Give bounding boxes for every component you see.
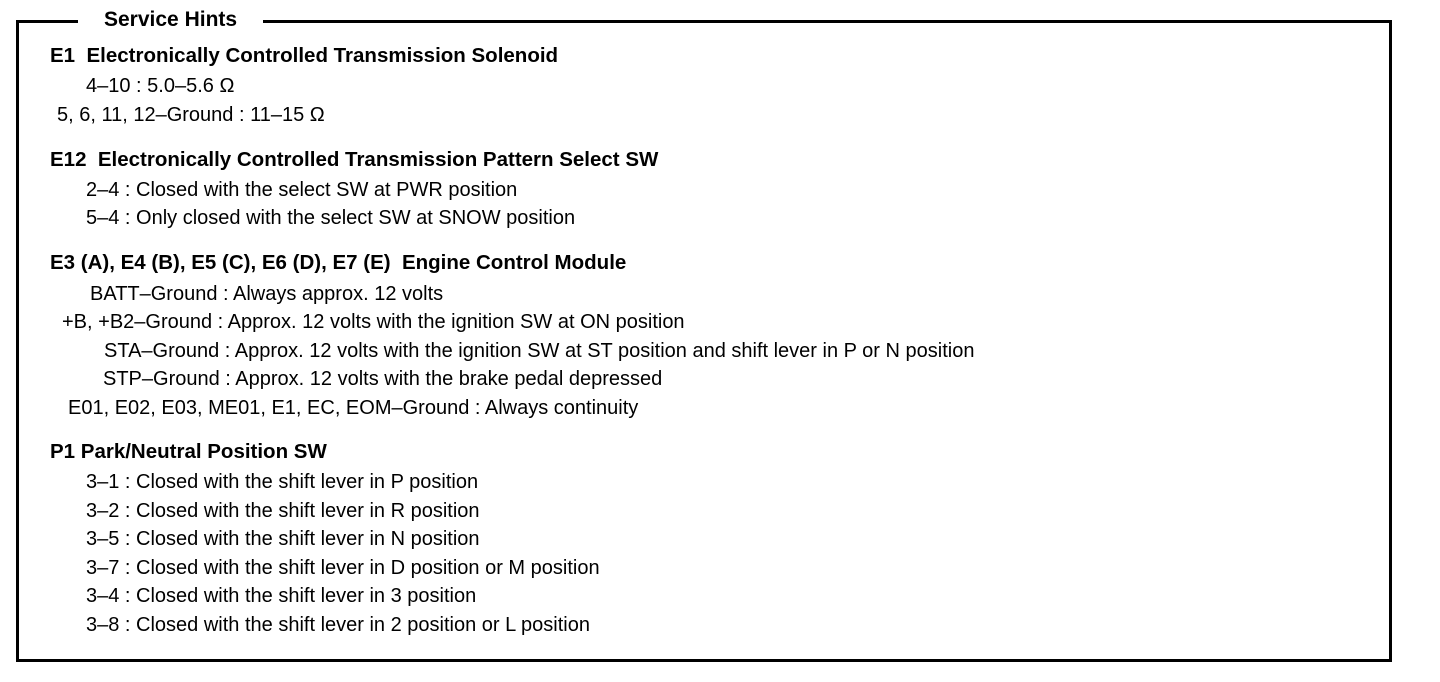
hint-line: 5, 6, 11, 12–Ground : 11–15 Ω (57, 104, 325, 126)
hint-line: 3–2 : Closed with the shift lever in R position (86, 500, 480, 522)
hint-line: 3–7 : Closed with the shift lever in D position or M position (86, 557, 600, 579)
hint-line: +B, +B2–Ground : Approx. 12 volts with the ignition SW at ON position (62, 311, 685, 333)
hint-line: 4–10 : 5.0–5.6 Ω (86, 75, 235, 97)
hint-line: 2–4 : Closed with the select SW at PWR position (86, 179, 518, 201)
section-heading-e12: E12 Electronically Controlled Transmission Pattern Select SW (50, 148, 659, 171)
section-heading-p1: P1 Park/Neutral Position SW (50, 440, 327, 463)
hint-line: 5–4 : Only closed with the select SW at SNOW position (86, 207, 576, 229)
hint-line: 3–4 : Closed with the shift lever in 3 position (86, 585, 477, 607)
section-heading-e1: E1 Electronically Controlled Transmission Solenoid (50, 44, 559, 67)
hint-line: E01, E02, E03, ME01, E1, EC, EOM–Ground : Always continuity (68, 397, 639, 419)
service-hints-title: Service Hints (78, 6, 263, 34)
section-heading-ecm: E3 (A), E4 (B), E5 (C), E6 (D), E7 (E) Engine Control Module (50, 251, 627, 274)
hint-line: STP–Ground : Approx. 12 volts with the brake pedal depressed (103, 368, 663, 390)
hint-line: BATT–Ground : Always approx. 12 volts (90, 283, 444, 305)
hint-line: 3–8 : Closed with the shift lever in 2 position or L position (86, 614, 590, 636)
hint-line: STA–Ground : Approx. 12 volts with the ignition SW at ST position and shift lever in P or N position (104, 340, 975, 362)
hint-line: 3–5 : Closed with the shift lever in N position (86, 528, 480, 550)
hint-line: 3–1 : Closed with the shift lever in P position (86, 471, 479, 493)
